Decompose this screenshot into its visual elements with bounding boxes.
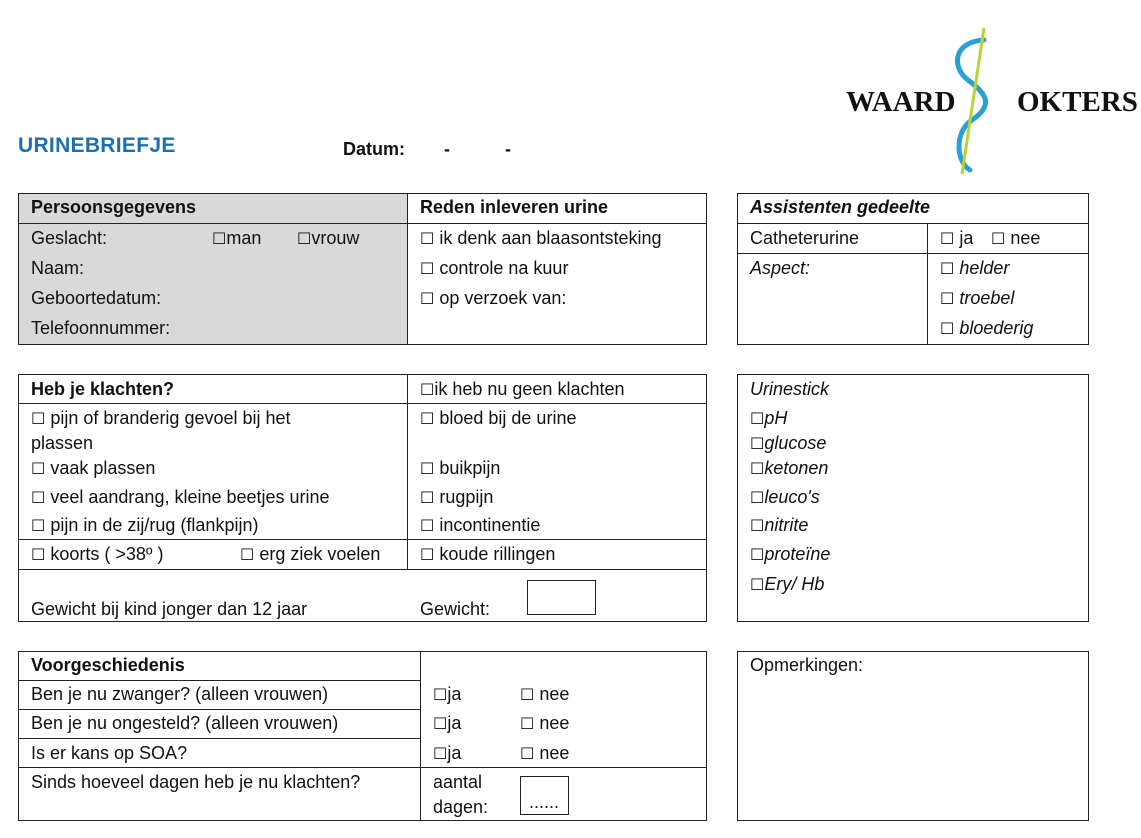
weight-child-label: Gewicht bij kind jonger dan 12 jaar bbox=[31, 599, 308, 619]
complaint-blood-label: bloed bij de urine bbox=[439, 408, 577, 428]
checkbox-icon[interactable]: ☐ bbox=[750, 545, 765, 564]
date-field bbox=[343, 139, 511, 160]
checkbox-icon[interactable]: ☐ bbox=[750, 409, 765, 428]
complaint-pain-label: pijn of branderig gevoel bij het bbox=[50, 408, 291, 428]
catheter-nee-label: nee bbox=[1010, 228, 1041, 248]
checkbox-icon[interactable]: ☐ bbox=[750, 434, 765, 453]
urinestick-item-ketonen[interactable] bbox=[750, 457, 828, 480]
pregnant-ja-option[interactable] bbox=[433, 683, 461, 706]
checkbox-icon[interactable]: ☐ bbox=[750, 575, 765, 594]
checkbox-icon[interactable]: ☐ bbox=[420, 488, 435, 507]
reason-option-label: op verzoek van: bbox=[439, 288, 567, 308]
urinestick-label: glucose bbox=[764, 433, 827, 453]
urinestick-heading: Urinestick bbox=[750, 379, 830, 399]
complaint-incontinence-option[interactable] bbox=[420, 514, 540, 537]
weight-label: Gewicht: bbox=[420, 599, 491, 619]
date-separator: - bbox=[505, 139, 512, 159]
complaint-none-label: ik heb nu geen klachten bbox=[434, 379, 625, 399]
complaint-sick-label: erg ziek voelen bbox=[259, 544, 381, 564]
aspect-bloederig-option[interactable] bbox=[940, 317, 1033, 340]
checkbox-icon[interactable]: ☐ bbox=[420, 545, 435, 564]
complaint-pain-option[interactable] bbox=[31, 407, 291, 430]
urinestick-item-proteine[interactable] bbox=[750, 543, 830, 566]
std-nee-option[interactable] bbox=[520, 742, 569, 765]
reason-heading: Reden inleveren urine bbox=[420, 197, 609, 217]
checkbox-icon[interactable]: ☐ bbox=[31, 545, 46, 564]
urinestick-label: leuco's bbox=[764, 487, 820, 507]
aspect-troebel-option[interactable] bbox=[940, 287, 1014, 310]
date-separator: - bbox=[444, 139, 451, 159]
complaint-urgency-option[interactable] bbox=[31, 486, 330, 509]
gender-vrouw-label: vrouw bbox=[311, 228, 360, 248]
date-label: Datum: bbox=[343, 139, 405, 159]
complaint-flank-label: pijn in de zij/rug (flankpijn) bbox=[50, 515, 259, 535]
days-label-line1: aantal bbox=[433, 772, 483, 792]
reason-option-label: ik denk aan blaasontsteking bbox=[439, 228, 662, 248]
checkbox-icon[interactable]: ☐ bbox=[750, 516, 765, 535]
complaint-abdominal-label: buikpijn bbox=[439, 458, 501, 478]
urinestick-label: pH bbox=[764, 408, 788, 428]
checkbox-icon[interactable]: ☐ bbox=[31, 516, 46, 535]
pregnant-ja-label: ja bbox=[447, 684, 462, 704]
checkbox-icon[interactable]: ☐ bbox=[420, 289, 435, 308]
aspect-helder-option[interactable] bbox=[940, 257, 1009, 280]
remarks-label: Opmerkingen: bbox=[750, 655, 864, 675]
checkbox-icon[interactable]: ☐ bbox=[940, 259, 955, 278]
menstruating-ja-label: ja bbox=[447, 713, 462, 733]
std-ja-option[interactable] bbox=[433, 742, 461, 765]
gender-vrouw-option[interactable] bbox=[297, 227, 359, 250]
pregnant-nee-option[interactable] bbox=[520, 683, 569, 706]
aspect-bloederig-label: bloederig bbox=[959, 318, 1034, 338]
urinestick-label: proteïne bbox=[764, 544, 831, 564]
logo bbox=[844, 24, 1136, 176]
gender-man-option[interactable] bbox=[212, 227, 261, 250]
checkbox-icon[interactable]: ☐ bbox=[420, 409, 435, 428]
checkbox-icon[interactable]: ☐ bbox=[940, 229, 955, 248]
urinestick-label: nitrite bbox=[764, 515, 809, 535]
complaint-fever-label: koorts ( >38º ) bbox=[50, 544, 164, 564]
urinestick-item-ery[interactable] bbox=[750, 573, 824, 596]
history-q-pregnant: Ben je nu zwanger? (alleen vrouwen) bbox=[31, 684, 329, 704]
checkbox-icon[interactable]: ☐ bbox=[520, 714, 535, 733]
assistant-heading: Assistenten gedeelte bbox=[750, 197, 931, 217]
complaint-chills-option[interactable] bbox=[420, 543, 555, 566]
history-q-menstruating: Ben je nu ongesteld? (alleen vrouwen) bbox=[31, 713, 339, 733]
checkbox-icon[interactable]: ☐ bbox=[31, 459, 46, 478]
checkbox-icon[interactable]: ☐ bbox=[212, 229, 227, 248]
checkbox-icon[interactable]: ☐ bbox=[991, 229, 1006, 248]
checkbox-icon[interactable]: ☐ bbox=[520, 685, 535, 704]
name-label: Naam: bbox=[31, 258, 85, 278]
checkbox-icon[interactable]: ☐ bbox=[420, 516, 435, 535]
personal-heading: Persoonsgegevens bbox=[31, 197, 197, 217]
catheter-ja-label: ja bbox=[959, 228, 974, 248]
complaint-back-label: rugpijn bbox=[439, 487, 494, 507]
checkbox-icon[interactable]: ☐ bbox=[420, 259, 435, 278]
urinestick-item-nitrite[interactable] bbox=[750, 514, 808, 537]
page-title: URINEBRIEFJE bbox=[18, 134, 176, 157]
phone-label: Telefoonnummer: bbox=[31, 318, 171, 338]
pregnant-nee-label: nee bbox=[539, 684, 570, 704]
checkbox-icon[interactable]: ☐ bbox=[420, 380, 435, 399]
checkbox-icon[interactable]: ☐ bbox=[433, 685, 448, 704]
complaint-blood-option[interactable] bbox=[420, 407, 576, 430]
complaint-none-option[interactable] bbox=[420, 378, 625, 401]
complaint-chills-label: koude rillingen bbox=[439, 544, 556, 564]
checkbox-icon[interactable]: ☐ bbox=[31, 409, 46, 428]
complaint-sick-option[interactable] bbox=[240, 543, 380, 566]
complaint-frequent-option[interactable] bbox=[31, 457, 155, 480]
checkbox-icon[interactable]: ☐ bbox=[433, 714, 448, 733]
std-nee-label: nee bbox=[539, 743, 570, 763]
aspect-label: Aspect: bbox=[750, 258, 811, 278]
days-input[interactable] bbox=[520, 776, 569, 815]
gender-man-label: man bbox=[226, 228, 262, 248]
complaint-incontinence-label: incontinentie bbox=[439, 515, 541, 535]
complaint-urgency-label: veel aandrang, kleine beetjes urine bbox=[50, 487, 330, 507]
remarks-box[interactable] bbox=[737, 651, 1089, 821]
complaint-pain-label-cont: plassen bbox=[31, 433, 94, 453]
menstruating-ja-option[interactable] bbox=[433, 712, 461, 735]
days-placeholder: ...... bbox=[529, 792, 560, 812]
menstruating-nee-option[interactable] bbox=[520, 712, 569, 735]
checkbox-icon[interactable]: ☐ bbox=[750, 488, 765, 507]
reason-option-control[interactable] bbox=[420, 257, 568, 280]
urinestick-item-ph[interactable] bbox=[750, 407, 787, 430]
history-q-days: Sinds hoeveel dagen heb je nu klachten? bbox=[31, 772, 361, 792]
checkbox-icon[interactable]: ☐ bbox=[31, 488, 46, 507]
complaint-abdominal-option[interactable] bbox=[420, 457, 500, 480]
logo-text-left: WAARD bbox=[846, 86, 956, 118]
catheter-ja-option[interactable] bbox=[940, 227, 973, 250]
checkbox-icon[interactable]: ☐ bbox=[420, 459, 435, 478]
checkbox-icon[interactable]: ☐ bbox=[420, 229, 435, 248]
checkbox-icon[interactable]: ☐ bbox=[940, 289, 955, 308]
days-label-line2: dagen: bbox=[433, 797, 489, 817]
catheter-nee-option[interactable] bbox=[991, 227, 1040, 250]
complaint-fever-option[interactable] bbox=[31, 543, 163, 566]
aspect-troebel-label: troebel bbox=[959, 288, 1015, 308]
weight-input[interactable] bbox=[527, 580, 596, 615]
checkbox-icon[interactable]: ☐ bbox=[240, 545, 255, 564]
logo-text-right: OKTERS bbox=[1017, 86, 1138, 118]
urinestick-label: Ery/ Hb bbox=[764, 574, 825, 594]
reason-option-bladder[interactable] bbox=[420, 227, 662, 250]
gender-label: Geslacht: bbox=[31, 228, 108, 248]
history-table bbox=[18, 651, 707, 821]
reason-option-label: controle na kuur bbox=[439, 258, 569, 278]
urinestick-item-glucose[interactable] bbox=[750, 432, 826, 455]
reason-option-request[interactable] bbox=[420, 287, 566, 310]
history-q-std: Is er kans op SOA? bbox=[31, 743, 188, 763]
complaints-heading: Heb je klachten? bbox=[31, 379, 175, 399]
complaint-frequent-label: vaak plassen bbox=[50, 458, 156, 478]
urinestick-item-leucos[interactable] bbox=[750, 486, 820, 509]
checkbox-icon[interactable]: ☐ bbox=[297, 229, 312, 248]
std-ja-label: ja bbox=[447, 743, 462, 763]
complaint-flank-option[interactable] bbox=[31, 514, 258, 537]
checkbox-icon[interactable]: ☐ bbox=[940, 319, 955, 338]
checkbox-icon[interactable]: ☐ bbox=[433, 744, 448, 763]
checkbox-icon[interactable]: ☐ bbox=[520, 744, 535, 763]
urinestick-label: ketonen bbox=[764, 458, 829, 478]
aspect-helder-label: helder bbox=[959, 258, 1010, 278]
complaint-back-option[interactable] bbox=[420, 486, 493, 509]
catheter-label: Catheterurine bbox=[750, 228, 860, 248]
checkbox-icon[interactable]: ☐ bbox=[750, 459, 765, 478]
menstruating-nee-label: nee bbox=[539, 713, 570, 733]
history-heading: Voorgeschiedenis bbox=[31, 655, 185, 675]
dob-label: Geboortedatum: bbox=[31, 288, 162, 308]
